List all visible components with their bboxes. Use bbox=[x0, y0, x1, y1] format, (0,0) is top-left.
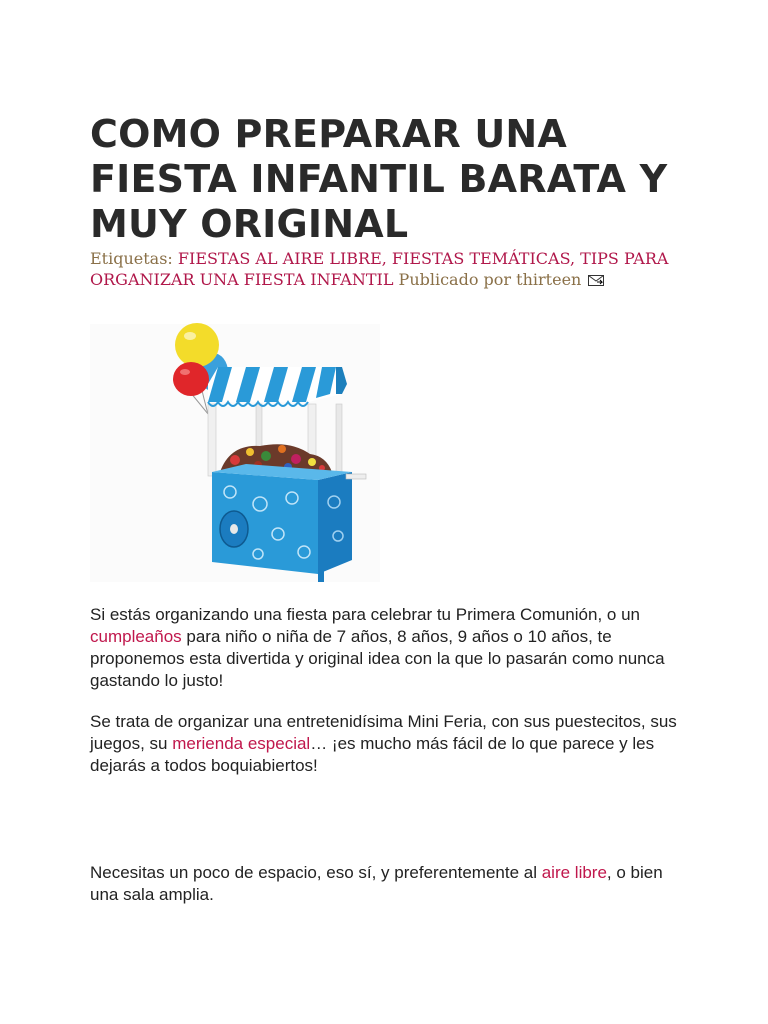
paragraph-2-text-end: … ¡es mucho más fácil de lo que parece y les dejarás a todos boquiabiertos! bbox=[90, 734, 655, 775]
author-name[interactable]: thirteen bbox=[516, 270, 582, 289]
tag-link-tematicas[interactable]: FIESTAS TEMÁTICAS bbox=[391, 249, 570, 268]
candy-cart-image bbox=[90, 322, 470, 584]
paragraph-1-text-start: Si estás organizando una fiesta para celebrar tu Primera Comunión, o un bbox=[90, 605, 640, 624]
tag-link-aire-libre[interactable]: FIESTAS AL AIRE LIBRE bbox=[177, 249, 382, 268]
link-cumpleanos[interactable]: cumpleaños bbox=[90, 627, 182, 646]
published-label: Publicado por bbox=[398, 270, 512, 289]
link-merienda-especial[interactable]: merienda especial bbox=[172, 734, 311, 753]
paragraph-1-text-end: para niño o niña de 7 años, 8 años, 9 años o 10 años, te proponemos esta divertida y original idea con la que lo pasarán como nunca gastando lo justo! bbox=[90, 627, 665, 690]
tag-separator: , bbox=[569, 249, 581, 268]
cart-wheel bbox=[220, 511, 248, 547]
tags-label: Etiquetas: bbox=[90, 249, 173, 268]
paragraph-3 bbox=[90, 862, 690, 906]
tag-separator: , bbox=[381, 249, 392, 268]
paragraph-2-text-start: Se trata de organizar una entretenidísima Mini Feria, con sus puestecitos, sus juegos, su bbox=[90, 712, 677, 753]
red-balloon bbox=[173, 362, 209, 396]
envelope-icon[interactable] bbox=[588, 275, 604, 286]
paragraph-2 bbox=[90, 711, 690, 777]
post-meta bbox=[90, 248, 690, 290]
paragraph-1 bbox=[90, 604, 690, 692]
tag-link-tips[interactable]: TIPS PARA ORGANIZAR UNA FIESTA INFANTIL bbox=[90, 249, 669, 289]
paragraph-3-text-end: , o bien una sala amplia. bbox=[90, 863, 663, 904]
link-aire-libre[interactable]: aire libre bbox=[541, 863, 607, 882]
article-title: COMO PREPARAR UNA FIESTA INFANTIL BARATA Y MUY ORIGINAL bbox=[90, 112, 668, 246]
yellow-balloon bbox=[175, 323, 219, 367]
paragraph-3-text-start: Necesitas un poco de espacio, eso sí, y preferentemente al bbox=[90, 863, 542, 882]
